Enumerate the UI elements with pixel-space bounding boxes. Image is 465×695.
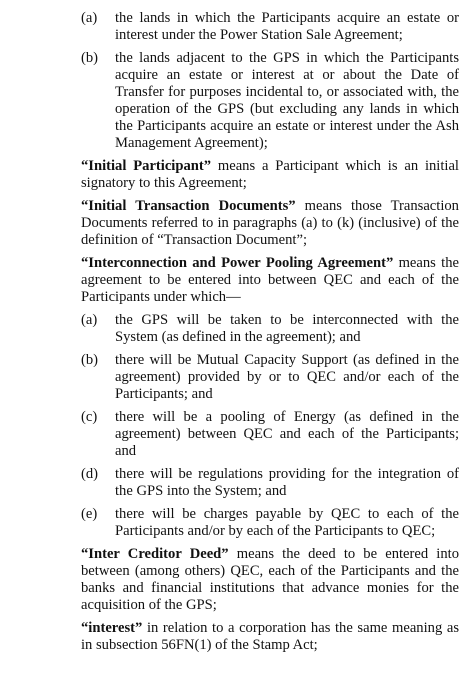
list-item-lands-b bbox=[81, 50, 459, 152]
list-item-interconnection-c bbox=[81, 409, 459, 460]
definition-text: means the agreement to be entered into between QEC and each of the Participants under which— bbox=[81, 255, 459, 305]
item-label: (a) bbox=[81, 10, 98, 26]
list-item-interconnection-a bbox=[81, 312, 459, 346]
definition-inter-creditor-deed bbox=[81, 546, 459, 614]
list-item-interconnection-e bbox=[81, 506, 459, 540]
list-item-lands-a bbox=[81, 10, 459, 44]
item-text: the lands adjacent to the GPS in which the Participants acquire an estate or interest at or about the Date of Transfer for purposes incidental to, or associated with, the operation of the GPS (but excluding any lands in which the Participants acquire an estate or interest under the Ash Management Agreement); bbox=[115, 50, 459, 151]
defined-term: “Interconnection and Power Pooling Agreement” bbox=[81, 255, 394, 271]
definition-interest bbox=[81, 620, 459, 654]
item-text: there will be regulations providing for the integration of the GPS into the System; and bbox=[115, 466, 459, 499]
item-text: there will be Mutual Capacity Support (as defined in the agreement) provided by or to QEC and/or each of the Participants; and bbox=[115, 352, 459, 402]
defined-term: “Inter Creditor Deed” bbox=[81, 546, 229, 562]
definition-initial-transaction-documents bbox=[81, 198, 459, 249]
item-text: the GPS will be taken to be interconnected with the System (as defined in the agreement); and bbox=[115, 312, 459, 345]
item-label: (e) bbox=[81, 506, 98, 522]
item-label: (a) bbox=[81, 312, 98, 328]
defined-term: “Initial Participant” bbox=[81, 158, 212, 174]
definition-interconnection-agreement bbox=[81, 255, 459, 306]
item-text: the lands in which the Participants acquire an estate or interest under the Power Station Sale Agreement; bbox=[115, 10, 459, 43]
definition-text: means the deed to be entered into between (among others) QEC, each of the Participants and the banks and financial institutions that advance monies for the acquisition of the GPS; bbox=[81, 546, 460, 613]
definition-text: means those Transaction Documents referred to in paragraphs (a) to (k) (inclusive) of the definition of “Transaction Document”; bbox=[81, 198, 459, 248]
item-text: there will be a pooling of Energy (as defined in the agreement) between QEC and each of the Participants; and bbox=[115, 409, 459, 459]
definition-text: means a Participant which is an initial signatory to this Agreement; bbox=[81, 158, 459, 191]
definition-initial-participant bbox=[81, 158, 459, 192]
item-label: (c) bbox=[81, 409, 98, 425]
definition-text: in relation to a corporation has the same meaning as in subsection 56FN(1) of the Stamp Act; bbox=[81, 620, 459, 653]
defined-term: “Initial Transaction Documents” bbox=[81, 198, 296, 214]
item-label: (b) bbox=[81, 352, 99, 368]
defined-term: “interest” bbox=[81, 620, 143, 636]
item-label: (d) bbox=[81, 466, 99, 482]
list-item-interconnection-b bbox=[81, 352, 459, 403]
item-label: (b) bbox=[81, 50, 99, 66]
item-text: there will be charges payable by QEC to each of the Participants and/or by each of the Participants to QEC; bbox=[115, 506, 459, 539]
list-item-interconnection-d bbox=[81, 466, 459, 500]
